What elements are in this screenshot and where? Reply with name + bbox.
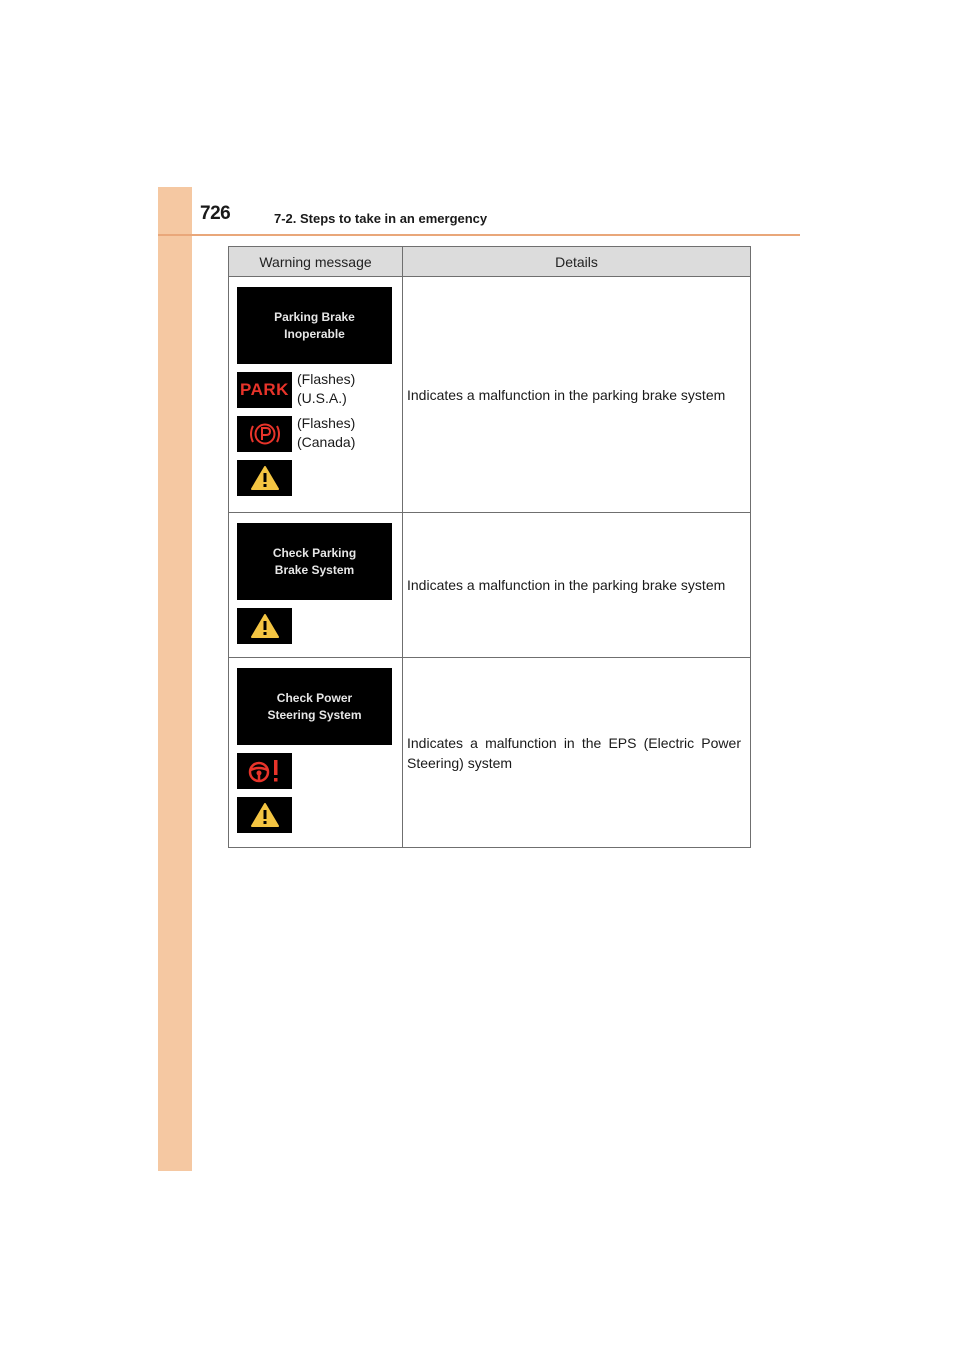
indicator-note: (Canada) [297, 434, 356, 450]
indicator-note: (Flashes) [297, 371, 356, 387]
page-header [158, 200, 800, 236]
chapter-side-tab [158, 187, 192, 1171]
warning-message-cell [229, 277, 403, 513]
indicator-row [237, 608, 402, 644]
warning-message-cell [229, 513, 403, 658]
multi-display-message: Parking Brake Inoperable [237, 287, 392, 364]
indicator-row [237, 460, 402, 496]
indicator-row [237, 753, 402, 789]
table-header-row [229, 247, 751, 277]
details-cell: Indicates a malfunction in the EPS (Electric Power Steering) system [403, 658, 751, 848]
warning-message-table [228, 246, 751, 848]
indicator-note: (U.S.A.) [297, 390, 347, 406]
park-indicator-label: PARK [240, 380, 289, 399]
master-warning-triangle-icon [237, 797, 292, 833]
table-row [229, 277, 751, 513]
indicator-row [237, 416, 402, 452]
master-warning-triangle-icon [237, 608, 292, 644]
park-text-indicator-icon [237, 372, 292, 408]
header-warning-message: Warning message [229, 247, 403, 277]
warning-message-cell [229, 658, 403, 848]
master-warning-triangle-icon [237, 460, 292, 496]
eps-steering-wheel-warning-icon [237, 753, 292, 789]
indicator-row [237, 372, 402, 408]
multi-display-message: Check Power Steering System [237, 668, 392, 745]
table-row [229, 658, 751, 848]
details-cell: Indicates a malfunction in the parking brake system [403, 513, 751, 658]
section-title: 7-2. Steps to take in an emergency [274, 211, 488, 226]
header-details: Details [403, 247, 751, 277]
indicator-note: (Flashes) [297, 415, 356, 431]
details-cell: Indicates a malfunction in the parking brake system [403, 277, 751, 513]
multi-display-message: Check Parking Brake System [237, 523, 392, 600]
circle-p-brake-indicator-icon [237, 416, 292, 452]
table-row [229, 513, 751, 658]
indicator-row [237, 797, 402, 833]
page-number: 726 [200, 203, 231, 224]
header-rule [158, 234, 800, 236]
